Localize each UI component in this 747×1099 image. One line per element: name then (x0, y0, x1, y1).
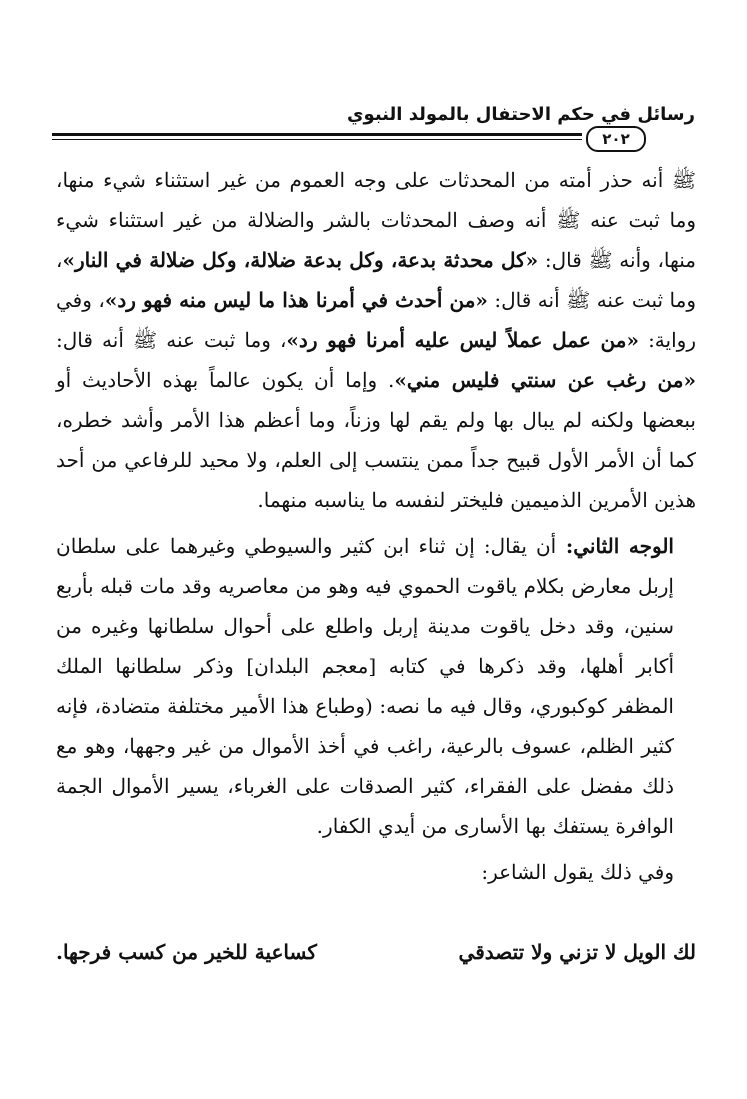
text-run: أن يقال: إن ثناء ابن كثير والسيوطي وغيرهما على سلطان إربل معارض بكلام ياقوت الحموي فيه وهو من معاصريه وقد مات قبله بأربع سنين، وقد دخل ياقوت مدينة إربل واطلع على أحوال سلطانها وغيره من أكابر أهلها، وقد ذكرها في كتابه [معجم البلدان] وذكر سلطانها الملك المظفر كوكبوري، وقال فيه ما نصه: (وطباع هذا الأمير مختلفة متضادة، فإنه كثير الظلم، عسوف بالرعية، راغب في أخذ الأموال من غير وجهها، وهو مع ذلك مفضل على الفقراء، كثير الصدقات على الغرباء، يسير الأموال الجمة الوافرة يستفك بها الأسارى من أيدي الكفار. (56, 534, 674, 838)
paragraph-2 (56, 526, 696, 846)
text-run: ، وما ثبت عنه ﷺ أنه قال: (56, 248, 696, 312)
hadith-quote: «كل محدثة بدعة، وكل بدعة ضلالة، وكل ضلالة في النار» (62, 248, 539, 272)
verse-hemistich-right: لك الويل لا تزني ولا تتصدقي (458, 940, 696, 964)
poetry-verse (56, 940, 696, 964)
text-run: . وإما أن يكون عالماً بهذه الأحاديث أو ببعضها ولكنه لم يبال بها ولم يقم لها وزناً، وما أعظم هذا الأمر وأشد خطره، كما أن الأمر الأول قبيح جداً ممن ينتسب إلى العلم، ولا محيد للرفاعي من أحد هذين الأمرين الذميمين فليختر لنفسه ما يناسبه منهما. (56, 368, 696, 512)
header-rule-thin (52, 139, 582, 140)
running-title: رسائل في حكم الاحتفال بالمولد النبوي (347, 104, 695, 125)
page-number-badge (586, 126, 646, 152)
paragraph-1 (56, 160, 696, 520)
paragraph-3: وفي ذلك يقول الشاعر: (481, 860, 674, 884)
main-text (56, 160, 696, 892)
verse-hemistich-left: كساعية للخير من كسب فرجها. (56, 940, 317, 964)
hadith-quote: «من عمل عملاً ليس عليه أمرنا فهو رد» (286, 328, 639, 352)
text-run: ، وفي رواية: (56, 288, 696, 352)
hadith-quote: «من أحدث في أمرنا هذا ما ليس منه فهو رد» (104, 288, 488, 312)
section-label: الوجه الثاني: (556, 534, 674, 558)
hadith-quote: «من رغب عن سنتي فليس مني» (394, 368, 696, 392)
header-rule-thick (52, 133, 582, 136)
text-run: ﷺ أنه حذر أمته من المحدثات على وجه العموم من غير استثناء شيء منها، وما ثبت عنه ﷺ أنه وصف المحدثات بالشر والضلالة من غير استثناء شيء منها، وأنه ﷺ قال: (56, 168, 696, 272)
text-run: ، وما ثبت عنه ﷺ أنه قال: (56, 328, 287, 352)
page-number: ٢٠٢ (602, 130, 630, 148)
